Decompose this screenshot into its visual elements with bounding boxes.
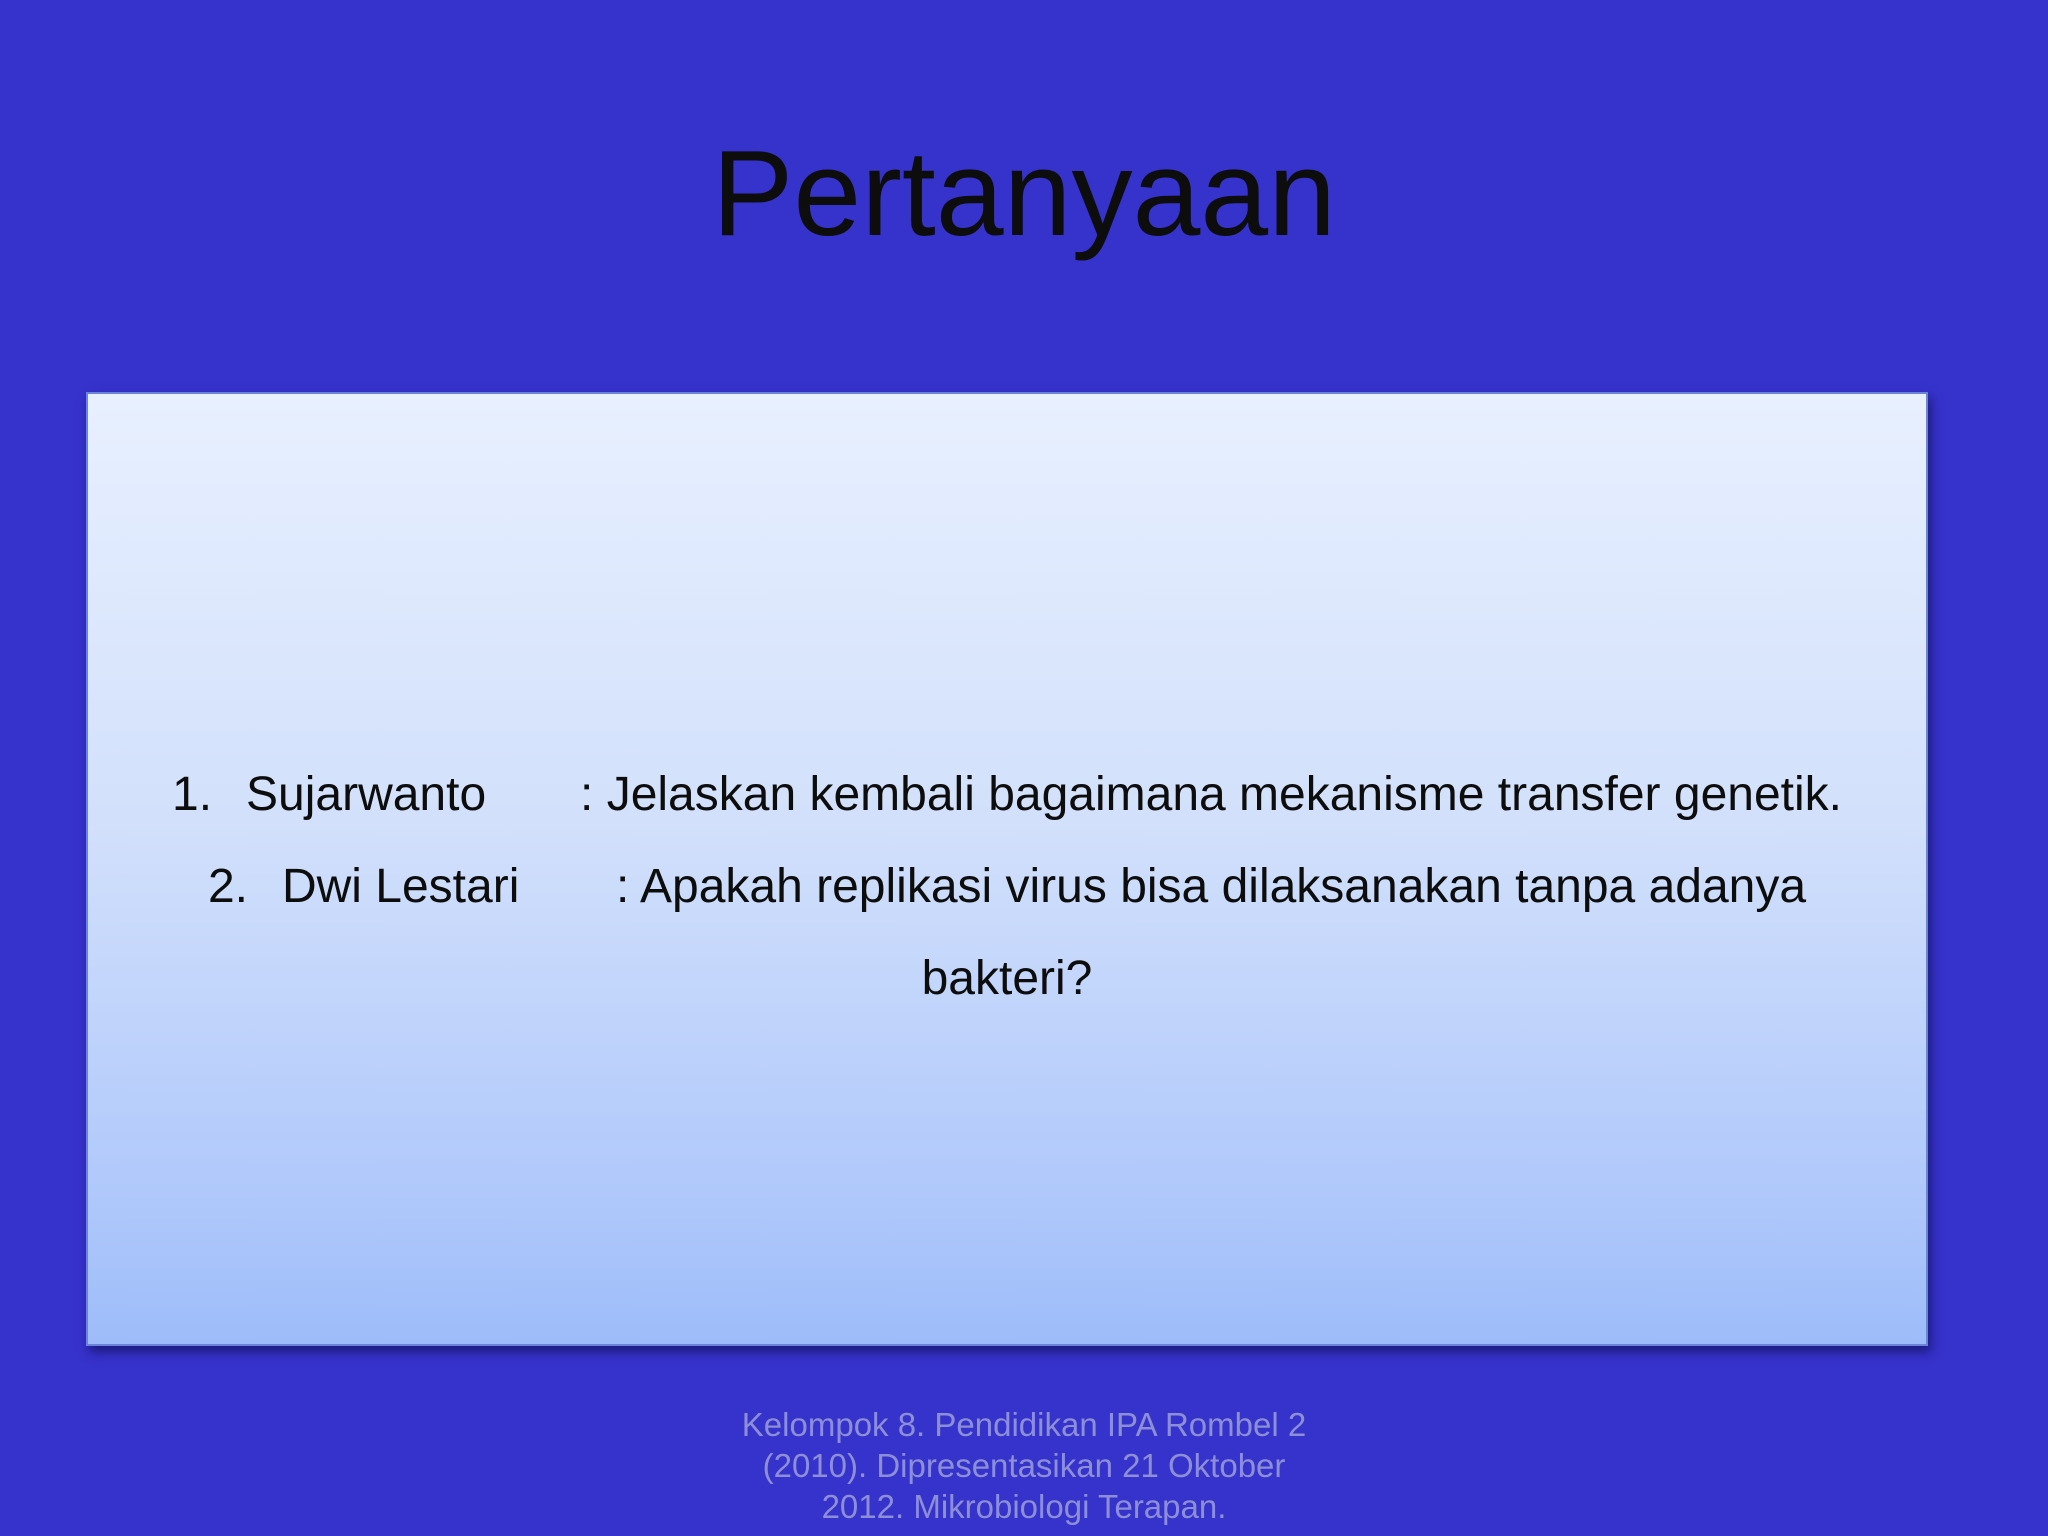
footer-line: Kelompok 8. Pendidikan IPA Rombel 2 [741, 1406, 1307, 1443]
question-list [88, 749, 1926, 1025]
item-number: 2. [207, 860, 248, 913]
list-item [88, 841, 1926, 933]
slide-title: Pertanyaan [712, 125, 1336, 261]
item-question: : Jelaskan kembali bagaimana mekanisme transfer genetik. [580, 768, 1842, 821]
item-question: : Apakah replikasi virus bisa dilaksanakan tanpa adanya [615, 860, 1807, 913]
list-item-continuation [88, 933, 1926, 1025]
footer-line: (2010). Dipresentasikan 21 Oktober [762, 1447, 1286, 1484]
item-number: 1. [172, 768, 213, 821]
item-question-continuation: bakteri? [921, 952, 1093, 1005]
item-name: Dwi Lestari [281, 860, 520, 913]
item-name: Sujarwanto [246, 768, 487, 821]
content-box [86, 392, 1928, 1346]
footer-line: 2012. Mikrobiologi Terapan. [821, 1488, 1227, 1525]
slide-footer [0, 1404, 2048, 1527]
list-item [88, 749, 1926, 841]
